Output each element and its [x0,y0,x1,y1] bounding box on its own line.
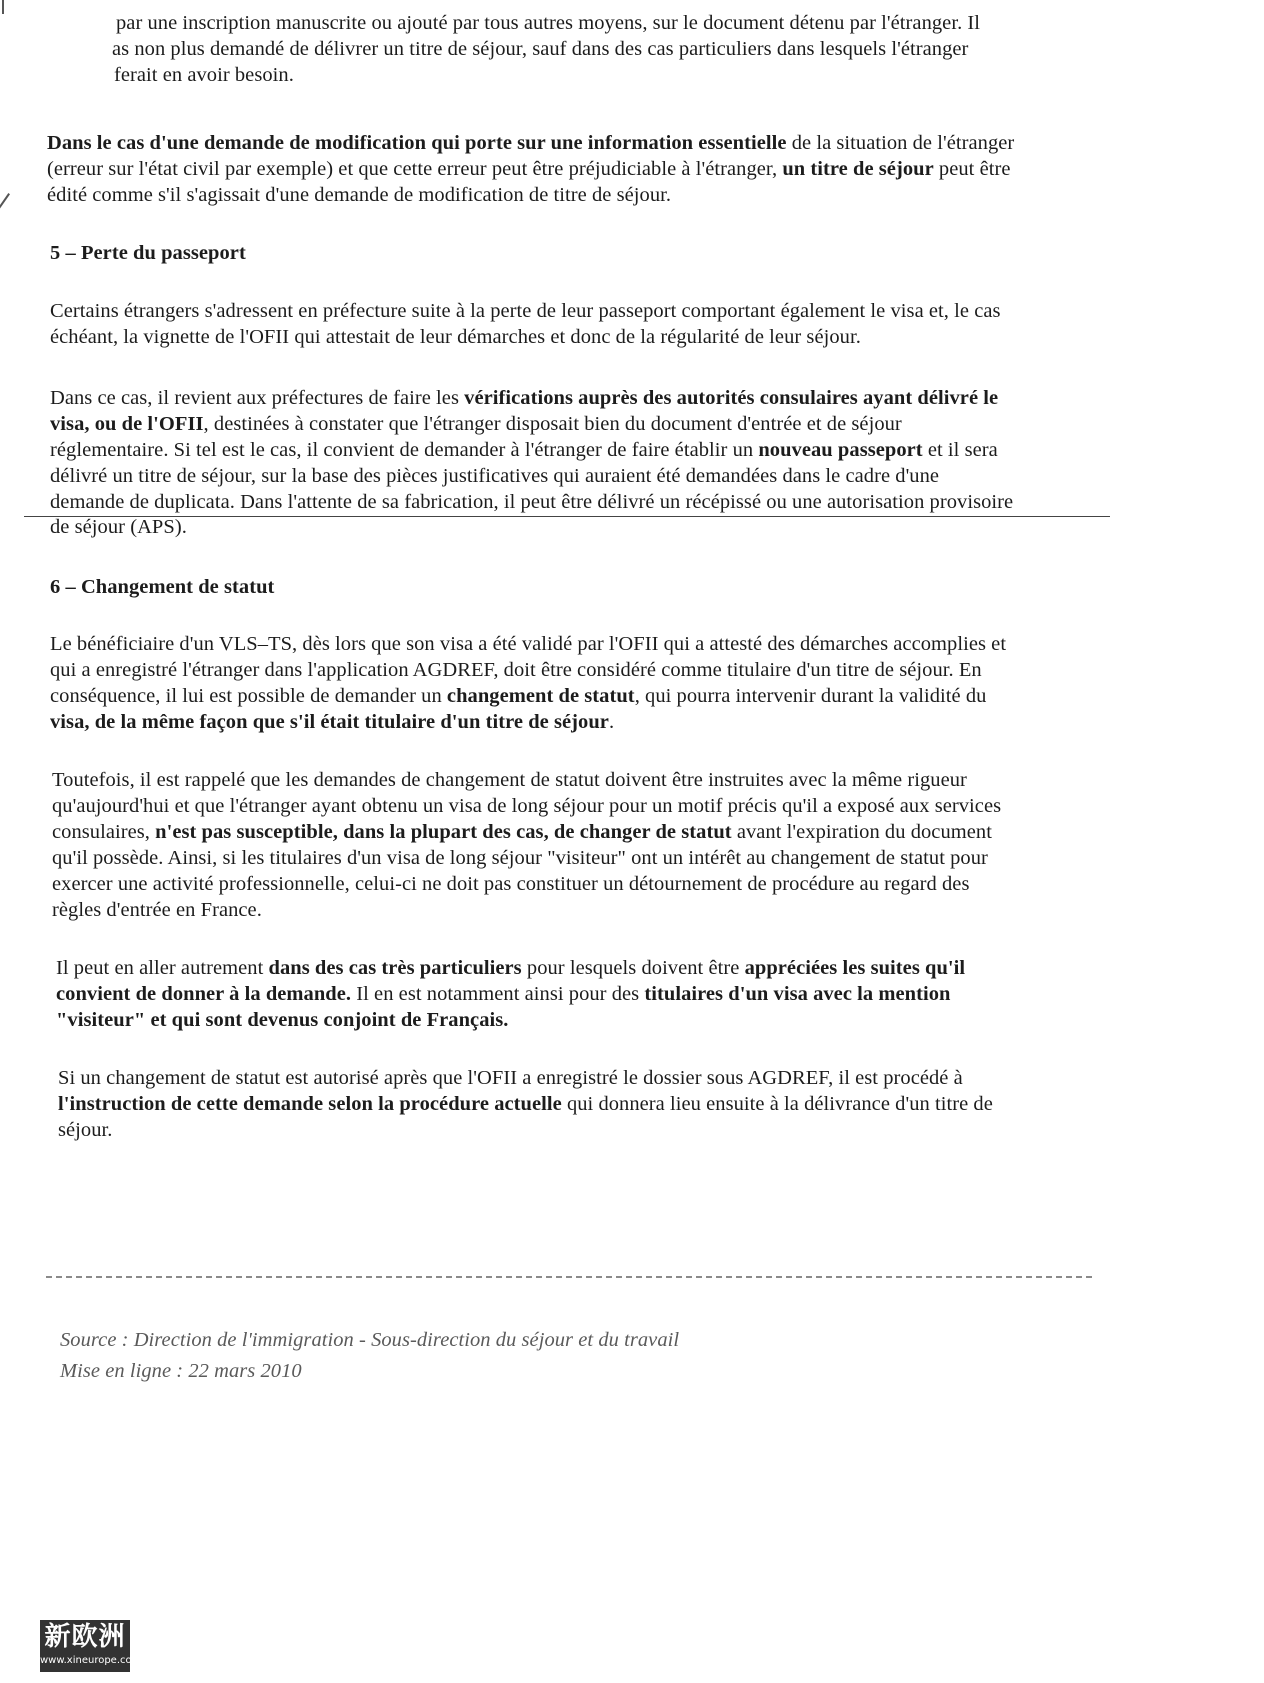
text-line: ferait en avoir besoin. [114,64,294,86]
text-line: échéant, la vignette de l'OFII qui attestait de leur démarches et donc de la régularité de leur séjour. [50,326,861,348]
text-line: Toutefois, il est rappelé que les demandes de changement de statut doivent être instruites avec la même rigueur [52,769,967,791]
text: pour lesquels doivent être [521,957,745,979]
paragraph-line [47,156,1011,182]
watermark-name: 新欧洲 [44,1622,126,1652]
paragraph-line [50,385,998,411]
text: conséquence, il lui est possible de demander un [50,685,447,707]
publish-date: Mise en ligne : 22 mars 2010 [60,1360,302,1382]
site-watermark [40,1620,142,1672]
paragraph-line [50,683,986,709]
text: réglementaire. Si tel est le cas, il convient de demander à l'étranger de faire établir un [50,439,759,461]
text-line: exercer une activité professionnelle, celui-ci ne doit pas constituer un détournement de procédure au regard des [52,873,970,895]
paragraph-line [50,437,998,463]
page-divider [24,516,1110,517]
scan-mark [0,193,10,209]
text-line: de séjour (APS). [50,516,187,538]
text: Il peut en aller autrement [56,957,269,979]
text-line: délivré un titre de séjour, sur la base des pièces justificatives qui auraient été demandées dans le cadre d'une [50,465,940,487]
text-line: "visiteur" et qui sont devenus conjoint de Français. [56,1009,509,1031]
section-heading: 6 – Changement de statut [50,576,275,598]
paragraph-line [56,981,950,1007]
bold-text: de la même façon que s'il était titulaire d'un titre de séjour [94,711,609,733]
footer-divider [46,1276,1092,1278]
bold-text: Dans le cas d'une demande de modification qui porte sur une information essentielle [47,132,787,154]
text: . [608,711,615,733]
text-line: qu'il possède. Ainsi, si les titulaires d'un visa de long séjour "visiteur" ont un intérêt au changement de statut pour [52,847,988,869]
paragraph-line [58,1091,993,1117]
text: Dans ce cas, il revient aux préfectures de faire les [50,387,465,409]
bold-text: dans des cas très particuliers [268,957,522,979]
text-line: as non plus demandé de délivrer un titre de séjour, sauf dans des cas particuliers dans lesquels l'étranger [112,38,969,60]
text: consulaires, [52,821,156,843]
text-line: édité comme s'il s'agissait d'une demande de modification de titre de séjour. [47,184,672,206]
text-line: Si un changement de statut est autorisé après que l'OFII a enregistré le dossier sous AGDREF, il est procédé à [58,1067,963,1089]
text-line: par une inscription manuscrite ou ajouté par tous autres moyens, sur le document détenu par l'étranger. Il [116,12,981,34]
text: (erreur sur l'état civil par exemple) et que cette erreur peut être préjudiciable à l'étranger, [47,158,783,180]
text: de la situation de l'étranger [786,132,1015,154]
text-line: demande de duplicata. Dans l'attente de sa fabrication, il peut être délivré un récépissé ou une autorisation provisoire [50,491,1014,513]
text: qui donnera lieu ensuite à la délivrance d'un titre de [561,1093,993,1115]
text-line: séjour. [58,1119,113,1141]
text-line: Certains étrangers s'adressent en préfecture suite à la perte de leur passeport comportant également le visa et, le cas [50,300,1001,322]
text: peut être [933,158,1011,180]
text: avant l'expiration du document [731,821,992,843]
bold-text: visa, ou de l'OFII [50,413,204,435]
bold-text: vérifications auprès des autorités consulaires ayant délivré le [464,387,999,409]
text: Il en est notamment ainsi pour des [351,983,645,1005]
section-heading: 5 – Perte du passeport [50,242,246,264]
bold-text: visa, [50,711,95,733]
text: , qui pourra intervenir durant la validité du [634,685,987,707]
bold-text: appréciées les suites qu'il [744,957,966,979]
text: et il sera [922,439,998,461]
text-line: qui a enregistré l'étranger dans l'application AGDREF, doit être considéré comme titulaire d'un titre de séjour. En [50,659,982,681]
bold-text: l'instruction de cette demande selon la procédure actuelle [58,1093,562,1115]
watermark-url: www.xineurope.com [40,1655,142,1666]
bold-text: nouveau passeport [758,439,923,461]
bold-text: titulaires d'un visa avec la mention [644,983,951,1005]
paragraph-line [56,955,965,981]
text-line: règles d'entrée en France. [52,899,262,921]
bold-text: convient de donner à la demande. [56,983,352,1005]
paragraph-line [50,411,902,437]
bold-text: n'est pas susceptible, dans la plupart des cas, de changer de statut [155,821,732,843]
bold-text: changement de statut [446,685,635,707]
paragraph-line [50,709,614,735]
scan-mark [2,0,4,14]
text-line: Le bénéficiaire d'un VLS–TS, dès lors que son visa a été validé par l'OFII qui a attesté des démarches accomplies et [50,633,1007,655]
paragraph-line [52,819,992,845]
bold-text: un titre de séjour [782,158,934,180]
text-line: qu'aujourd'hui et que l'étranger ayant obtenu un visa de long séjour pour un motif précis qu'il a exposé aux services [52,795,1002,817]
text: , destinées à constater que l'étranger disposait bien du document d'entrée et de séjour [203,413,902,435]
source-credit: Source : Direction de l'immigration - Sous-direction du séjour et du travail [60,1329,680,1351]
paragraph-line [47,130,1014,156]
